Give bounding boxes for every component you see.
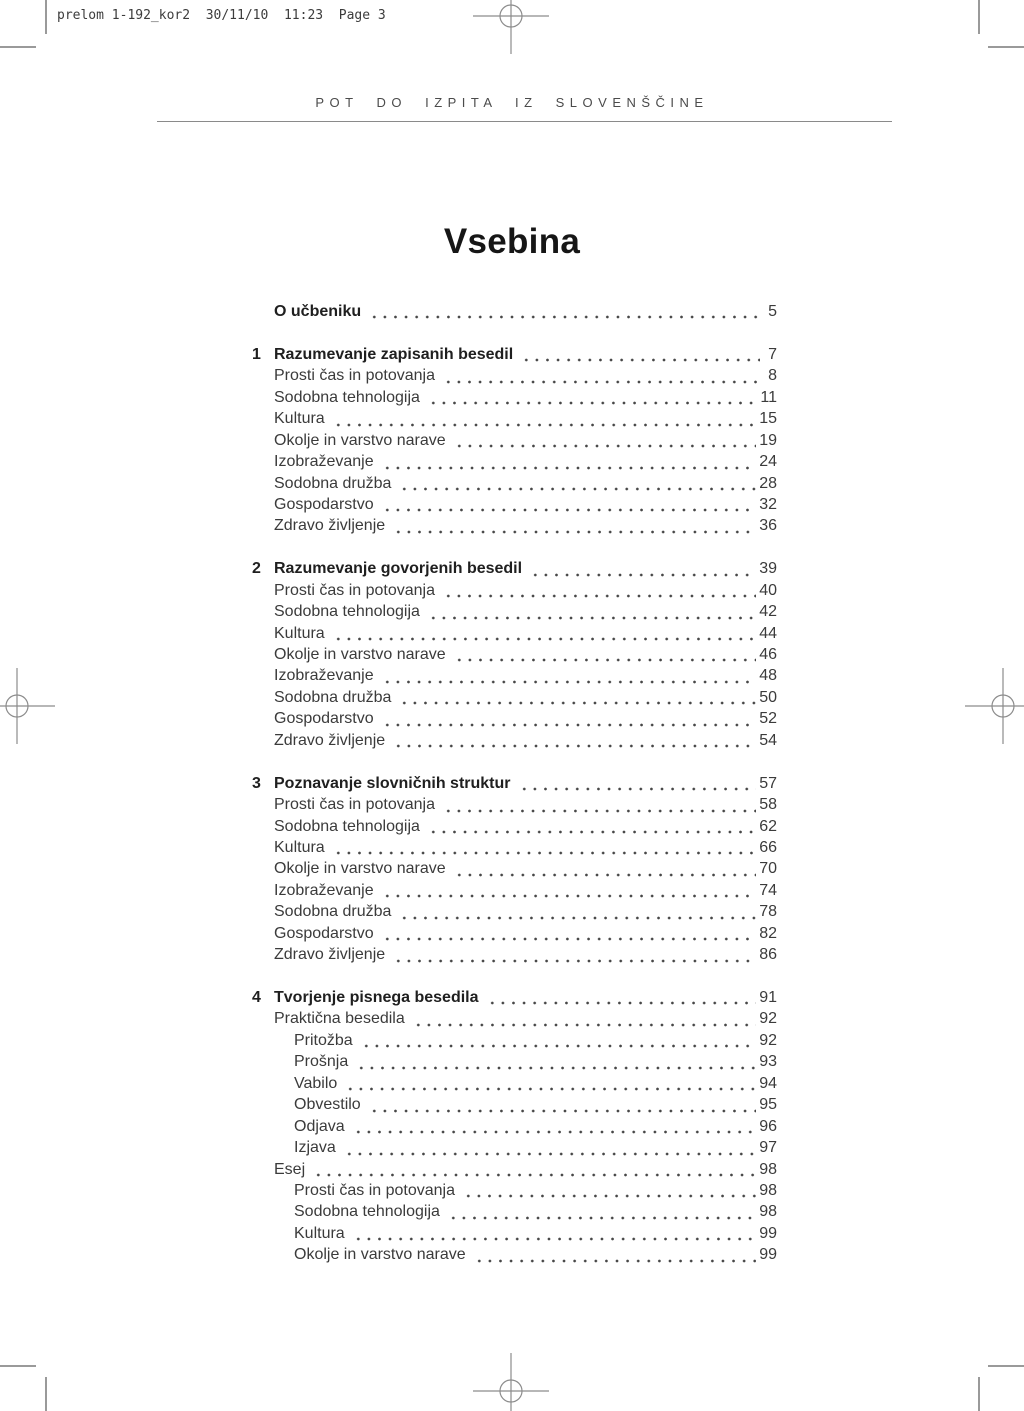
toc-entry-label: Prosti čas in potovanja: [274, 367, 435, 385]
toc-page-number: 8: [768, 367, 777, 385]
toc-row: [252, 1159, 777, 1180]
toc-section-number: [252, 1030, 274, 1051]
toc-page-number: 50: [759, 688, 777, 706]
toc-dot-leader: [391, 944, 756, 965]
toc-row: [252, 387, 777, 408]
toc-row: [252, 1094, 777, 1115]
toc-dot-leader: [441, 794, 756, 815]
toc-section-number: [252, 1244, 274, 1265]
toc-section-number: 1: [252, 345, 261, 363]
toc-entry-label: Razumevanje govorjenih besedil: [274, 560, 523, 578]
toc-dot-leader: [380, 880, 757, 901]
toc-row: [252, 708, 777, 729]
crop-mark-bottom-left-vertical: [45, 1377, 47, 1411]
toc-section-number: [252, 515, 274, 536]
toc-page-number: 99: [759, 1224, 777, 1242]
toc-dot-leader: [343, 1073, 756, 1094]
toc-row: [252, 601, 777, 622]
toc-dot-leader: [411, 1008, 756, 1029]
toc-dot-leader: [380, 923, 757, 944]
toc-section-number: 4: [252, 989, 261, 1006]
toc-dot-leader: [485, 987, 757, 1008]
toc-row: [252, 494, 777, 515]
toc-page-number: 93: [759, 1053, 777, 1071]
running-head: POT DO IZPITA IZ SLOVENŠČINE: [315, 95, 709, 110]
toc-entry-label: Gospodarstvo: [274, 924, 374, 942]
toc-dot-leader: [472, 1244, 757, 1265]
toc-section-number: [252, 1223, 274, 1244]
toc-section-number: [252, 1201, 274, 1222]
toc-page-number: 99: [759, 1246, 777, 1264]
toc-row: [252, 923, 777, 944]
toc-section-number: [252, 1008, 274, 1029]
toc-dot-leader: [331, 408, 757, 429]
toc-entry-label: Zdravo življenje: [274, 517, 386, 535]
toc-page-number: 78: [759, 903, 777, 921]
toc-row: [252, 580, 777, 601]
registration-mark-bottom: [471, 1351, 551, 1411]
toc-row: [252, 773, 777, 794]
toc-page-number: 19: [759, 431, 777, 449]
toc-entry-label: Sodobna tehnologija: [274, 388, 420, 406]
toc-page-number: 5: [768, 303, 777, 320]
toc-entry-label: O učbeniku: [274, 303, 362, 320]
toc-section-number: [252, 687, 274, 708]
toc-section-number: [252, 1159, 274, 1180]
toc-row: [252, 1030, 777, 1051]
toc-section-number: [252, 408, 274, 429]
toc-entry-label: Sodobna družba: [274, 474, 392, 492]
toc-section-number: [252, 387, 274, 408]
toc-entry-label: Pritožba: [294, 1031, 353, 1049]
toc-entry-label: Gospodarstvo: [274, 710, 374, 728]
running-head-rule: [157, 121, 892, 122]
toc-section-number: [252, 494, 274, 515]
toc-entry-label: Zdravo življenje: [274, 946, 386, 964]
toc-dot-leader: [359, 1030, 757, 1051]
toc-entry-label: Sodobna tehnologija: [274, 603, 420, 621]
crop-mark-top-left-horizontal: [0, 46, 36, 48]
toc-page-number: 44: [759, 624, 777, 642]
toc-dot-leader: [331, 623, 757, 644]
toc-dot-leader: [397, 473, 756, 494]
toc-dot-leader: [351, 1116, 757, 1137]
toc-dot-leader: [391, 515, 756, 536]
toc-entry-label: Tvorjenje pisnega besedila: [274, 989, 479, 1006]
toc-page-number: 46: [759, 646, 777, 663]
toc-row: [252, 987, 777, 1008]
prepress-slug-line: prelom 1-192_kor2 30/11/10 11:23 Page 3: [57, 8, 386, 23]
toc-page-number: 74: [759, 881, 777, 899]
toc-dot-leader: [517, 773, 757, 794]
toc-dot-leader: [426, 387, 757, 408]
toc-entry-label: Odjava: [294, 1117, 345, 1135]
toc-section-number: [252, 623, 274, 644]
toc-page-number: 58: [759, 796, 777, 814]
toc-entry-label: Kultura: [274, 410, 325, 428]
toc-row: [252, 858, 777, 879]
toc-entry-label: Kultura: [274, 838, 325, 856]
toc-entry-label: Vabilo: [294, 1074, 338, 1092]
toc-section-number: 3: [252, 774, 261, 792]
crop-mark-bottom-right-vertical: [978, 1377, 980, 1411]
toc-page-number: 62: [759, 817, 777, 835]
crop-mark-top-right-horizontal: [988, 46, 1024, 48]
toc-dot-leader: [351, 1223, 757, 1244]
toc-page-number: 92: [759, 1010, 777, 1028]
crop-mark-top-right-vertical: [978, 0, 980, 34]
toc-dot-leader: [446, 1201, 756, 1222]
toc-dot-leader: [452, 430, 757, 451]
toc-row: [252, 1223, 777, 1244]
toc-row: [252, 301, 777, 322]
toc-entry-label: Prosti čas in potovanja: [274, 581, 435, 599]
toc-row: [252, 623, 777, 644]
toc-dot-leader: [391, 730, 756, 751]
toc-row: [252, 365, 777, 386]
toc-section-number: [252, 794, 274, 815]
toc-entry-label: Poznavanje slovničnih struktur: [274, 774, 511, 792]
toc-row: [252, 344, 777, 365]
toc-row: [252, 1051, 777, 1072]
toc-section-number: [252, 708, 274, 729]
toc-dot-leader: [380, 451, 757, 472]
toc-dot-leader: [519, 344, 760, 365]
toc-section-number: [252, 944, 274, 965]
toc-section-number: [252, 730, 274, 751]
toc-dot-leader: [397, 901, 756, 922]
toc-section-number: [252, 1180, 274, 1201]
toc-entry-label: Sodobna družba: [274, 903, 392, 921]
toc-page-number: 32: [759, 495, 777, 513]
toc-entry-label: Sodobna tehnologija: [294, 1203, 440, 1221]
toc-entry-label: Praktična besedila: [274, 1010, 405, 1028]
toc-entry-label: Esej: [274, 1160, 306, 1178]
toc-row: [252, 837, 777, 858]
toc-page-number: 94: [759, 1074, 777, 1092]
toc-dot-leader: [452, 858, 757, 879]
registration-mark-left: [0, 666, 57, 746]
toc-entry-label: Prošnja: [294, 1053, 349, 1071]
toc-entry-label: Sodobna družba: [274, 688, 392, 706]
toc-row: [252, 451, 777, 472]
toc-dot-leader: [441, 365, 760, 386]
toc-section-number: [252, 858, 274, 879]
toc-row: [252, 1244, 777, 1265]
toc-row: [252, 473, 777, 494]
toc-entry-label: Okolje in varstvo narave: [274, 646, 446, 663]
toc-entry-label: Zdravo življenje: [274, 731, 386, 749]
toc-entry-label: Izobraževanje: [274, 881, 374, 899]
toc-page-number: 95: [759, 1096, 777, 1114]
toc-section-number: [252, 430, 274, 451]
toc-page-number: 52: [759, 710, 777, 728]
toc-row: [252, 515, 777, 536]
toc-row: [252, 687, 777, 708]
toc-row: [252, 644, 777, 665]
toc-entry-label: Obvestilo: [294, 1096, 361, 1114]
toc-dot-leader: [367, 301, 760, 322]
toc-entry-label: Okolje in varstvo narave: [274, 431, 446, 449]
toc-page-number: 11: [760, 388, 777, 406]
toc-dot-leader: [311, 1159, 756, 1180]
toc-row: [252, 816, 777, 837]
toc-page-number: 98: [759, 1181, 777, 1199]
toc-entry-label: Okolje in varstvo narave: [274, 860, 446, 878]
toc-section-number: [252, 1137, 274, 1158]
toc-entry-label: Okolje in varstvo narave: [294, 1246, 466, 1264]
toc-row: [252, 430, 777, 451]
toc-dot-leader: [426, 816, 756, 837]
toc-row: [252, 1116, 777, 1137]
page-title: Vsebina: [443, 222, 581, 261]
toc-section-number: [252, 451, 274, 472]
toc-row: [252, 730, 777, 751]
toc-row: [252, 1073, 777, 1094]
toc-entry-label: Izobraževanje: [274, 453, 374, 471]
toc-dot-leader: [426, 601, 756, 622]
toc-page-number: 28: [759, 474, 777, 492]
toc-page-number: 91: [759, 989, 777, 1006]
toc-section-number: [252, 837, 274, 858]
toc-section-number: [252, 1094, 274, 1115]
toc-dot-leader: [367, 1094, 757, 1115]
toc-row: [252, 1008, 777, 1029]
toc-page-number: 97: [759, 1139, 777, 1157]
toc-section-number: [252, 644, 274, 665]
toc-dot-leader: [380, 708, 757, 729]
toc-page-number: 98: [759, 1203, 777, 1221]
table-of-contents: [252, 301, 777, 1266]
toc-row: [252, 558, 777, 579]
toc-page-number: 40: [759, 581, 777, 599]
toc-row: [252, 665, 777, 686]
toc-page-number: 36: [759, 517, 777, 535]
toc-page-number: 92: [759, 1031, 777, 1049]
registration-mark-top: [471, 0, 551, 56]
toc-page-number: 86: [759, 946, 777, 964]
toc-page-number: 42: [759, 603, 777, 621]
toc-section-number: [252, 473, 274, 494]
toc-section-number: [252, 1073, 274, 1094]
toc-row: [252, 1137, 777, 1158]
toc-page-number: 7: [768, 345, 777, 363]
toc-dot-leader: [461, 1180, 756, 1201]
crop-mark-top-left-vertical: [45, 0, 47, 34]
toc-dot-leader: [441, 580, 756, 601]
toc-page-number: 39: [759, 560, 777, 578]
toc-page-number: 57: [759, 774, 777, 792]
toc-section-number: [252, 580, 274, 601]
toc-entry-label: Prosti čas in potovanja: [294, 1181, 455, 1199]
toc-page-number: 24: [759, 453, 777, 471]
toc-entry-label: Prosti čas in potovanja: [274, 796, 435, 814]
toc-entry-label: Razumevanje zapisanih besedil: [274, 345, 514, 363]
toc-entry-label: Kultura: [274, 624, 325, 642]
toc-page-number: 66: [759, 838, 777, 856]
toc-dot-leader: [380, 665, 757, 686]
crop-mark-bottom-left-horizontal: [0, 1365, 36, 1367]
toc-section-number: [252, 601, 274, 622]
toc-section-number: [252, 816, 274, 837]
toc-entry-label: Gospodarstvo: [274, 495, 374, 513]
toc-section-number: [252, 301, 274, 322]
toc-page-number: 54: [759, 731, 777, 749]
toc-section-number: [252, 1051, 274, 1072]
toc-dot-leader: [380, 494, 757, 515]
toc-row: [252, 1201, 777, 1222]
toc-page-number: 96: [759, 1117, 777, 1135]
toc-entry-label: Izjava: [294, 1139, 336, 1157]
toc-section-number: [252, 665, 274, 686]
toc-section-number: [252, 1116, 274, 1137]
toc-row: [252, 408, 777, 429]
toc-section-number: [252, 923, 274, 944]
toc-dot-leader: [342, 1137, 756, 1158]
toc-page-number: 15: [759, 410, 777, 428]
toc-dot-leader: [397, 687, 756, 708]
toc-page-number: 70: [759, 860, 777, 878]
toc-row: [252, 1180, 777, 1201]
toc-section-number: [252, 901, 274, 922]
toc-entry-label: Izobraževanje: [274, 667, 374, 685]
toc-page-number: 82: [759, 924, 777, 942]
toc-section-number: [252, 365, 274, 386]
toc-row: [252, 901, 777, 922]
toc-row: [252, 944, 777, 965]
registration-mark-right: [963, 666, 1024, 746]
toc-dot-leader: [354, 1051, 756, 1072]
toc-page-number: 48: [759, 667, 777, 685]
toc-section-number: [252, 880, 274, 901]
crop-mark-bottom-right-horizontal: [988, 1365, 1024, 1367]
toc-row: [252, 880, 777, 901]
toc-section-number: 2: [252, 560, 261, 578]
toc-dot-leader: [528, 558, 756, 579]
toc-row: [252, 794, 777, 815]
toc-entry-label: Sodobna tehnologija: [274, 817, 420, 835]
toc-dot-leader: [331, 837, 757, 858]
toc-entry-label: Kultura: [294, 1224, 345, 1242]
toc-page-number: 98: [759, 1160, 777, 1178]
toc-dot-leader: [452, 644, 757, 665]
